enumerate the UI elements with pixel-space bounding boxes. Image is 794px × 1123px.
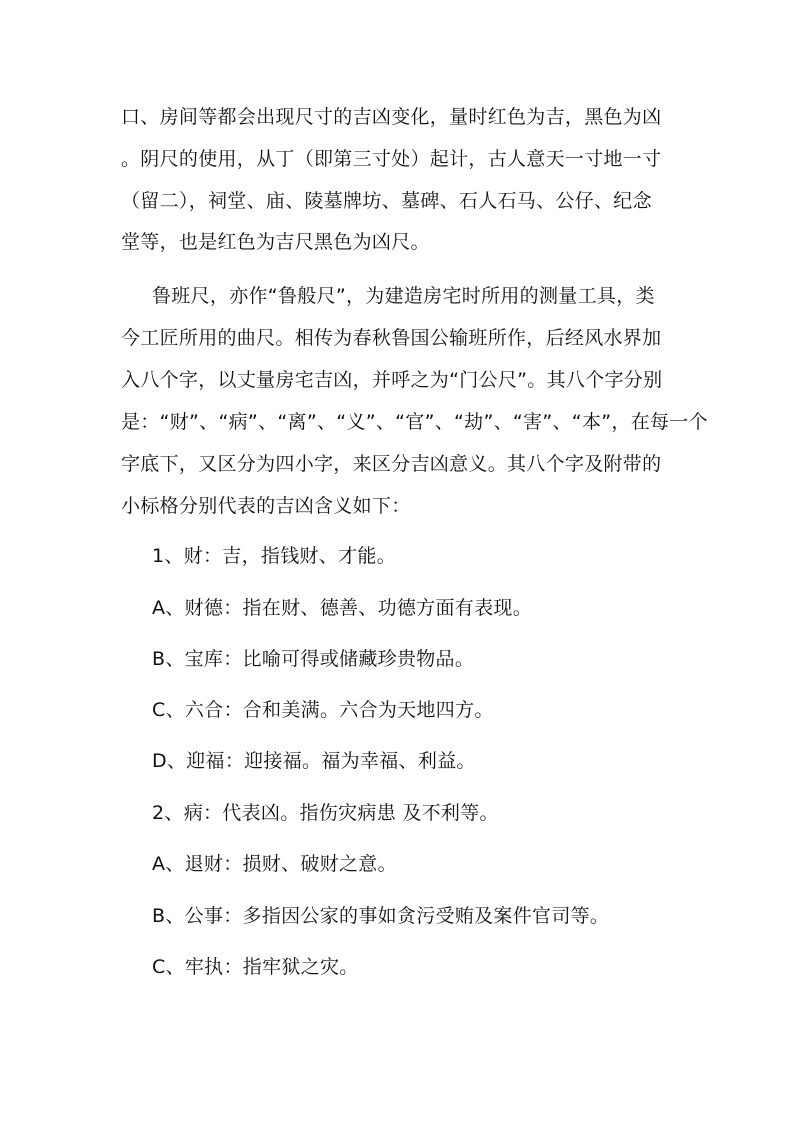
list-item: 1、财：吉，指钱财、才能。 [152,545,396,567]
paragraph-line: 鲁班尺，亦作“鲁般尺”，为建造房宅时所用的测量工具，类 [152,285,655,307]
paragraph-line: 堂等，也是红色为吉尺黑色为凶尺。 [121,231,430,253]
list-item: B、公事：多指因公家的事如贪污受贿及案件官司等。 [152,905,610,927]
list-item: C、牢执：指牢狱之灾。 [152,956,359,978]
list-item: B、宝库：比喻可得或储藏珍贵物品。 [152,648,475,670]
list-item: C、六合：合和美满。六合为天地四方。 [152,699,494,721]
paragraph-line: 小标格分别代表的吉凶含义如下： [121,495,411,517]
list-item: A、财德：指在财、德善、功德方面有表现。 [152,597,532,619]
paragraph-line: 今工匠所用的曲尺。相传为春秋鲁国公输班所作，后经风水界加 [121,327,662,349]
paragraph-line: 字底下，又区分为四小字，来区分吉凶意义。其八个字及附带的 [121,453,662,475]
paragraph-line: 入八个字，以丈量房宅吉凶，并呼之为“门公尺”。其八个字分别 [121,369,663,391]
list-item: D、迎福：迎接福。福为幸福、利益。 [152,750,476,772]
list-item: A、退财：损财、破财之意。 [152,853,397,875]
list-item: 2、病：代表凶。指伤灾病患 及不利等。 [152,802,499,824]
paragraph-line: （留二），祠堂、庙、陵墓牌坊、墓碑、石人石马、公仔、纪念 [121,190,652,212]
paragraph-line: 是：“财”、“病”、“离”、“义”、“官”、“劫”、“害”、“本”，在每一个 [121,411,708,433]
paragraph-line: 。阴尺的使用，从丁（即第三寸处）起计，古人意天一寸地一寸 [121,148,662,170]
paragraph-line: 口、房间等都会出现尺寸的吉凶变化，量时红色为吉，黑色为凶 [121,106,662,128]
